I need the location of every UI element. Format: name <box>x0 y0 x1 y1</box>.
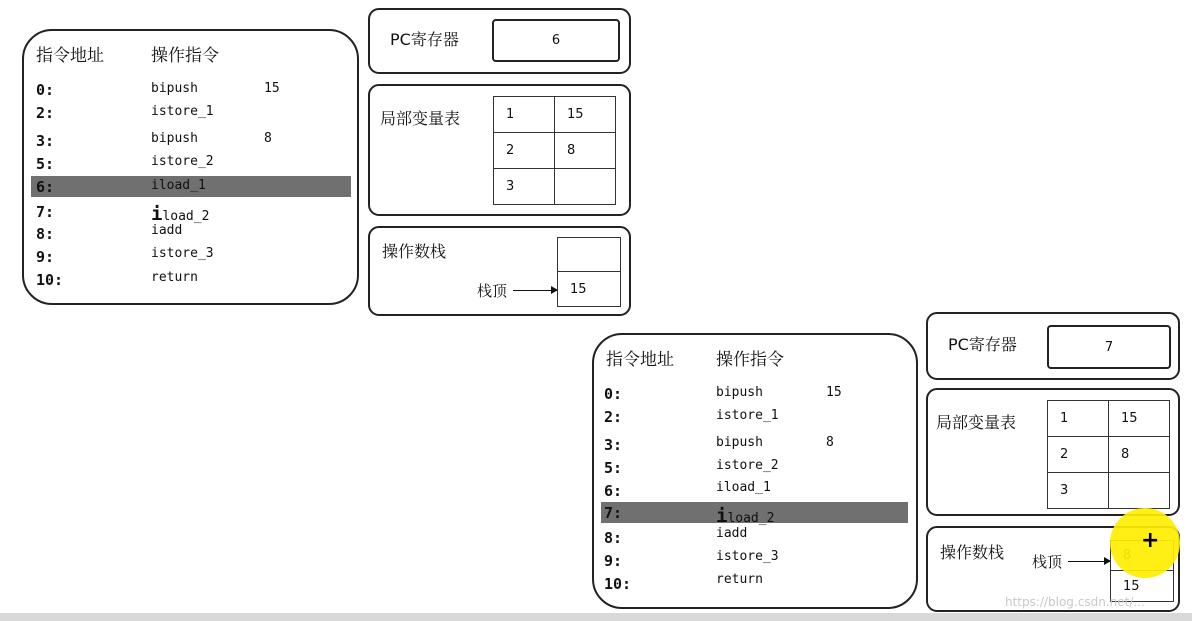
operand-stack-panel <box>368 226 631 316</box>
slot-value <box>555 169 616 205</box>
instr-arg: 15 <box>264 81 280 96</box>
instr-arg: 8 <box>826 435 834 450</box>
instr-address: 2: <box>604 408 623 426</box>
instr-op: iload_2 <box>151 203 210 225</box>
slot-index: 3 <box>1048 473 1109 509</box>
address-header: 指令地址 <box>606 350 674 370</box>
instr-arg: 8 <box>264 131 272 146</box>
instr-address: 2: <box>36 104 55 122</box>
stack-top-arrow <box>513 290 557 291</box>
instr-op: bipush <box>716 385 763 400</box>
operand-stack <box>557 237 621 307</box>
instr-op: istore_2 <box>716 458 779 473</box>
instr-op: iload_2 <box>716 505 775 527</box>
bottom-bar <box>0 613 1192 621</box>
slot-value: 8 <box>1109 437 1170 473</box>
table-row <box>494 97 616 133</box>
instruction-header: 操作指令 <box>716 350 784 370</box>
pc-register-value: 6 <box>492 19 620 62</box>
instr-address: 5: <box>36 155 55 173</box>
stack-slot <box>557 237 621 272</box>
stack-top-label: 栈顶 <box>477 282 508 300</box>
operand-stack-label: 操作数栈 <box>940 543 1005 562</box>
local-vars-panel <box>926 388 1180 516</box>
instr-address: 3: <box>604 436 623 454</box>
instr-address: 6: <box>36 178 55 196</box>
instr-op: iload_1 <box>151 178 206 193</box>
slot-value <box>1109 473 1170 509</box>
instr-address: 7: <box>36 203 55 221</box>
slot-value: 8 <box>555 133 616 169</box>
pc-register-panel <box>368 8 631 74</box>
instr-address: 3: <box>36 132 55 150</box>
table-row <box>1048 473 1170 509</box>
instr-op: return <box>151 270 198 285</box>
instr-op: iadd <box>716 526 748 541</box>
instr-address: 0: <box>604 385 623 403</box>
pc-register-label: PC寄存器 <box>948 335 1017 354</box>
instr-op: iload_1 <box>716 480 771 495</box>
table-row <box>494 169 616 205</box>
instruction-header: 操作指令 <box>151 46 219 66</box>
local-vars-label: 局部变量表 <box>380 109 461 128</box>
instr-op: bipush <box>151 131 198 146</box>
stack-top-label: 栈顶 <box>1032 553 1063 571</box>
slot-index: 3 <box>494 169 555 205</box>
slot-value: 15 <box>555 97 616 133</box>
pc-register-panel <box>926 312 1180 380</box>
instruction-panel <box>22 29 359 305</box>
instr-address: 8: <box>36 225 55 243</box>
watermark: https://blog.csdn.net/... <box>1005 595 1145 609</box>
instr-op: istore_1 <box>716 408 779 423</box>
slot-index: 2 <box>1048 437 1109 473</box>
instr-address: 8: <box>604 529 623 547</box>
address-header: 指令地址 <box>36 46 104 66</box>
instr-op: istore_1 <box>151 104 214 119</box>
instr-op: iadd <box>151 223 183 238</box>
instr-op: istore_3 <box>151 246 214 261</box>
instr-op: istore_2 <box>151 154 214 169</box>
instr-address: 5: <box>604 459 623 477</box>
local-vars-table <box>1047 400 1170 509</box>
stack-slot: 15 <box>1110 570 1174 602</box>
local-vars-label: 局部变量表 <box>936 413 1017 432</box>
slot-index: 2 <box>494 133 555 169</box>
table-row <box>494 133 616 169</box>
instr-address: 7: <box>604 504 623 522</box>
table-row <box>1048 437 1170 473</box>
pc-register-label: PC寄存器 <box>390 30 459 49</box>
local-vars-table <box>493 96 616 205</box>
instr-op: bipush <box>151 81 198 96</box>
instruction-panel <box>592 333 918 609</box>
stack-top-arrow <box>1068 561 1110 562</box>
pc-register-value: 7 <box>1047 325 1171 369</box>
local-vars-panel <box>368 84 631 216</box>
instr-arg: 15 <box>826 385 842 400</box>
instr-address: 0: <box>36 81 55 99</box>
crosshair-cursor-icon: + <box>1141 528 1160 553</box>
frame-1 <box>0 0 640 320</box>
table-row <box>1048 401 1170 437</box>
slot-index: 1 <box>494 97 555 133</box>
slot-value: 15 <box>1109 401 1170 437</box>
instr-address: 9: <box>604 552 623 570</box>
instr-address: 9: <box>36 248 55 266</box>
instr-address: 10: <box>36 271 64 289</box>
instr-op: return <box>716 572 763 587</box>
instr-op: istore_3 <box>716 549 779 564</box>
slot-index: 1 <box>1048 401 1109 437</box>
instr-op: bipush <box>716 435 763 450</box>
stack-slot: 15 <box>557 271 621 307</box>
operand-stack-label: 操作数栈 <box>382 242 447 261</box>
frame-2 <box>570 304 1192 616</box>
instr-address: 6: <box>604 482 623 500</box>
instr-address: 10: <box>604 575 632 593</box>
